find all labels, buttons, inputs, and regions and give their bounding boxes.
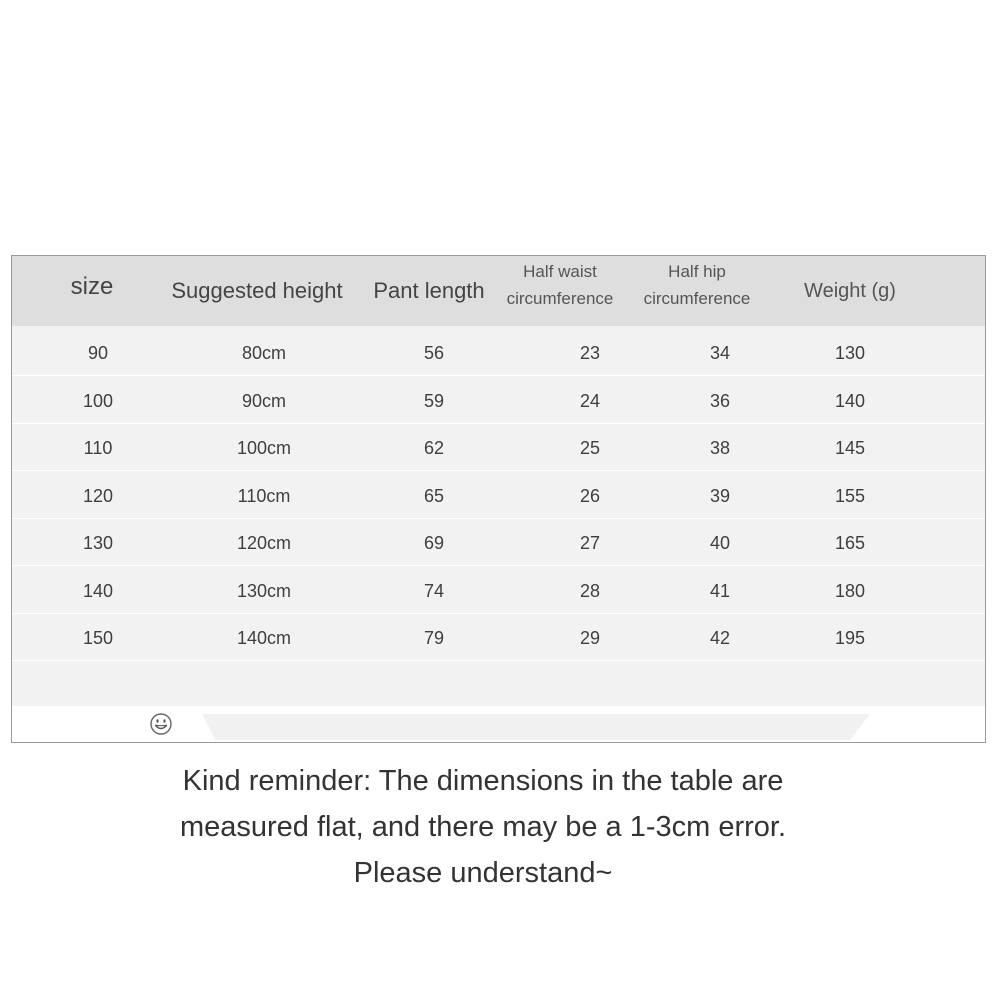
cell-weight: 145 xyxy=(834,438,866,458)
cell-suggested-height: 80cm xyxy=(241,343,287,363)
cell-half-hip: 39 xyxy=(709,485,731,506)
cell-half-hip: 42 xyxy=(709,628,731,648)
cell-half-waist: 27 xyxy=(579,533,601,553)
cell-weight: 195 xyxy=(834,628,866,648)
cell-half-hip: 38 xyxy=(709,438,731,458)
cell-half-hip: 34 xyxy=(709,343,731,363)
kind-reminder xyxy=(0,758,966,896)
cell-weight: 180 xyxy=(834,580,866,601)
cell-pant-length: 74 xyxy=(423,580,445,601)
cell-half-hip: 41 xyxy=(709,580,731,601)
header-half-hip-line2: circumference xyxy=(643,289,751,308)
table-header-row xyxy=(12,256,985,326)
cell-half-hip: 36 xyxy=(709,390,731,411)
header-half-hip-line1: Half hip xyxy=(668,262,726,281)
cell-suggested-height: 90cm xyxy=(241,390,287,411)
header-suggested-height: Suggested height xyxy=(171,278,343,303)
header-half-waist-line1: Half waist xyxy=(523,262,597,281)
size-table xyxy=(11,255,986,743)
table-row xyxy=(12,472,985,519)
cell-half-waist: 24 xyxy=(579,390,601,411)
cell-size: 130 xyxy=(82,533,114,553)
table-row xyxy=(12,519,985,566)
cell-weight: 155 xyxy=(834,485,866,506)
cell-half-waist: 25 xyxy=(579,438,601,458)
table-footer xyxy=(12,706,985,743)
cell-suggested-height: 130cm xyxy=(236,580,292,601)
cell-pant-length: 79 xyxy=(423,628,445,648)
cell-half-waist: 28 xyxy=(579,580,601,601)
cell-pant-length: 59 xyxy=(423,390,445,411)
cell-suggested-height: 110cm xyxy=(237,485,291,506)
cell-suggested-height: 140cm xyxy=(236,628,292,648)
cell-size: 110 xyxy=(83,438,113,458)
cell-size: 120 xyxy=(82,485,114,506)
cell-suggested-height: 100cm xyxy=(236,438,292,458)
header-pant-length: Pant length xyxy=(373,278,485,303)
cell-weight: 130 xyxy=(834,343,866,363)
smiley-icon xyxy=(149,712,173,736)
cell-pant-length: 65 xyxy=(423,485,445,506)
cell-size: 100 xyxy=(82,390,114,411)
cell-suggested-height: 120cm xyxy=(236,533,292,553)
cell-pant-length: 69 xyxy=(423,533,445,553)
cell-half-waist: 26 xyxy=(579,485,601,506)
cell-size: 140 xyxy=(82,580,114,601)
reminder-line-2: measured flat, and there may be a 1-3cm error. xyxy=(179,811,787,843)
footer-bar xyxy=(202,714,870,740)
cell-weight: 140 xyxy=(834,390,866,411)
cell-half-waist: 23 xyxy=(579,343,601,363)
cell-pant-length: 62 xyxy=(423,438,445,458)
header-weight: Weight (g) xyxy=(804,280,896,302)
cell-size: 90 xyxy=(87,343,109,363)
header-size: size xyxy=(70,273,114,300)
cell-half-hip: 40 xyxy=(709,533,731,553)
cell-half-waist: 29 xyxy=(579,628,601,648)
table-row xyxy=(12,377,985,424)
table-row xyxy=(12,329,985,376)
reminder-line-1: Kind reminder: The dimensions in the table are xyxy=(182,765,784,797)
cell-pant-length: 56 xyxy=(423,343,445,363)
table-row xyxy=(12,424,985,471)
cell-weight: 165 xyxy=(834,533,866,553)
header-half-waist-line2: circumference xyxy=(506,289,614,308)
reminder-line-3: Please understand~ xyxy=(353,857,613,889)
table-row xyxy=(12,567,985,614)
table-row xyxy=(12,614,985,661)
cell-size: 150 xyxy=(82,628,114,648)
